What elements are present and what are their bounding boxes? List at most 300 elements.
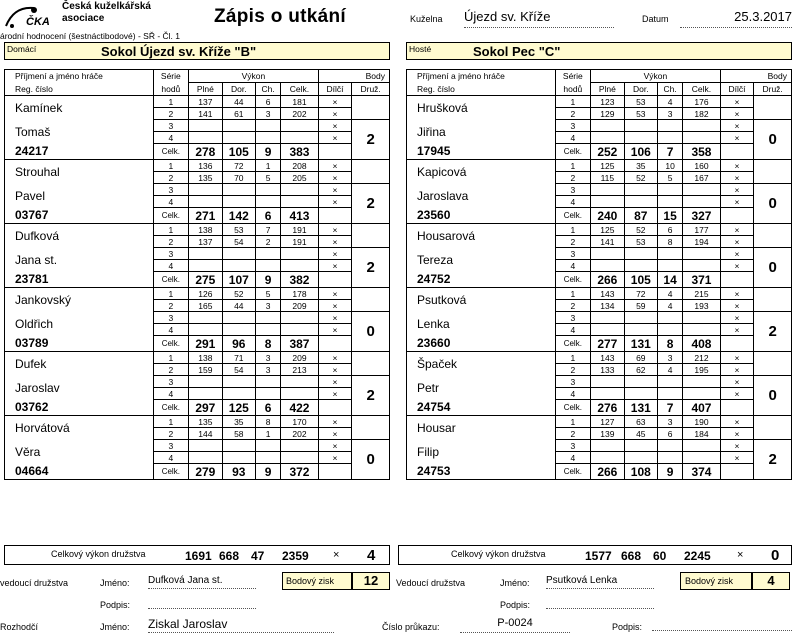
referee-name-label: Jméno:	[100, 622, 130, 632]
home-leader-label: vedoucí družstva	[0, 578, 69, 588]
series-cell: 2	[555, 300, 591, 312]
total-label: Celk.	[555, 272, 591, 288]
series-cell: 5	[256, 172, 281, 184]
series-cell	[256, 388, 281, 400]
total-cell: 382	[281, 272, 319, 288]
player-firstname: Věra	[5, 440, 154, 464]
series-cell: 195	[683, 364, 721, 376]
series-cell: 202	[281, 428, 319, 440]
total-label: Celk.	[153, 144, 189, 160]
series-cell: ×	[720, 300, 753, 312]
total-cell: 105	[222, 144, 255, 160]
total-label: Celk.	[555, 144, 591, 160]
col-body: Body	[318, 70, 389, 83]
col-dor: Dor.	[624, 83, 657, 96]
series-cell: 135	[189, 416, 222, 428]
player-firstname: Lenka	[407, 312, 556, 336]
player-firstname: Filip	[407, 440, 556, 464]
total-x-blank	[720, 464, 753, 480]
series-cell: 72	[624, 288, 657, 300]
series-cell: 2	[256, 236, 281, 248]
total-cell: 8	[658, 336, 683, 352]
series-cell: 63	[624, 416, 657, 428]
series-cell: 194	[683, 236, 721, 248]
series-cell: 72	[222, 160, 255, 172]
table-row	[5, 248, 390, 260]
series-cell: 1	[256, 428, 281, 440]
series-cell: 1	[555, 160, 591, 172]
away-leader-name: Psutková Lenka	[546, 575, 654, 589]
series-cell	[591, 132, 624, 144]
series-cell	[658, 132, 683, 144]
series-cell: 4	[153, 196, 189, 208]
series-cell: 35	[624, 160, 657, 172]
series-cell	[591, 440, 624, 452]
series-cell: 115	[591, 172, 624, 184]
total-cell: 6	[256, 208, 281, 224]
series-cell: 53	[624, 96, 657, 108]
total-row	[407, 144, 792, 160]
home-leader-name: Dufková Jana st.	[148, 575, 256, 589]
referee-sign-label: Podpis:	[612, 622, 643, 632]
series-cell: 190	[683, 416, 721, 428]
table-row	[5, 352, 390, 364]
series-cell: 62	[624, 364, 657, 376]
series-cell: 2	[555, 364, 591, 376]
series-cell	[189, 184, 222, 196]
series-cell	[624, 184, 657, 196]
series-cell: 3	[658, 108, 683, 120]
series-cell: 139	[591, 428, 624, 440]
series-cell: 129	[591, 108, 624, 120]
series-cell: 143	[591, 352, 624, 364]
total-cell: 107	[222, 272, 255, 288]
series-cell	[281, 196, 319, 208]
total-cell: 383	[281, 144, 319, 160]
total-cell: 291	[189, 336, 222, 352]
away-team-bar	[406, 42, 792, 60]
series-cell: 136	[189, 160, 222, 172]
team-pts: 2	[754, 440, 792, 480]
team-pts-gap	[754, 288, 792, 312]
series-cell: 2	[153, 300, 189, 312]
series-cell: 71	[222, 352, 255, 364]
away-team-total: Celkový výkon družstva 1577 668 60 2245 × 0	[398, 545, 792, 565]
series-cell: 191	[281, 224, 319, 236]
series-cell: 159	[189, 364, 222, 376]
total-x-blank	[318, 336, 351, 352]
total-cell: 142	[222, 208, 255, 224]
series-cell	[683, 376, 721, 388]
total-cell: 407	[683, 400, 721, 416]
series-cell: 1	[153, 160, 189, 172]
total-cell: 279	[189, 464, 222, 480]
player-reg: 24752	[407, 272, 556, 288]
series-cell	[222, 388, 255, 400]
table-row	[407, 416, 792, 428]
col-ch: Ch.	[256, 83, 281, 96]
series-cell	[281, 184, 319, 196]
series-cell: 69	[624, 352, 657, 364]
date-value: 25.3.2017	[680, 9, 792, 28]
home-leader-name-label: Jméno:	[100, 578, 130, 588]
series-cell: 2	[153, 428, 189, 440]
series-cell: ×	[318, 416, 351, 428]
series-cell: 7	[256, 224, 281, 236]
page-title: Zápis o utkání	[214, 6, 346, 27]
series-cell: ×	[720, 452, 753, 464]
total-label: Celk.	[153, 336, 189, 352]
series-cell: 4	[555, 388, 591, 400]
team-pts: 0	[754, 376, 792, 416]
total-x-blank	[720, 144, 753, 160]
series-cell: 2	[153, 108, 189, 120]
series-cell	[683, 260, 721, 272]
series-cell	[256, 312, 281, 324]
series-cell: ×	[318, 428, 351, 440]
col-dilci: Dílčí	[318, 83, 351, 96]
player-surname: Jankovský	[5, 288, 154, 312]
total-row	[407, 208, 792, 224]
total-cell: 7	[658, 400, 683, 416]
player-firstname: Tereza	[407, 248, 556, 272]
series-cell	[281, 452, 319, 464]
series-cell	[683, 388, 721, 400]
team-pts: 0	[352, 312, 390, 352]
series-cell	[624, 260, 657, 272]
series-cell: 54	[222, 236, 255, 248]
series-cell: 6	[256, 96, 281, 108]
table-row	[407, 248, 792, 260]
series-cell: ×	[318, 364, 351, 376]
series-cell: ×	[720, 352, 753, 364]
series-cell: ×	[720, 376, 753, 388]
series-cell: ×	[318, 388, 351, 400]
series-cell: 4	[153, 452, 189, 464]
series-cell: ×	[318, 96, 351, 108]
team-pts: 2	[352, 120, 390, 160]
venue-label: Kuželna	[410, 14, 443, 24]
total-label: Celk.	[555, 208, 591, 224]
total-cell: 277	[591, 336, 624, 352]
series-cell	[256, 120, 281, 132]
series-cell: 3	[256, 300, 281, 312]
total-cell: 297	[189, 400, 222, 416]
total-cell: 422	[281, 400, 319, 416]
home-bod-label-box: Bodový zisk	[282, 572, 352, 590]
series-cell: ×	[720, 388, 753, 400]
series-cell: 213	[281, 364, 319, 376]
team-pts: 2	[352, 376, 390, 416]
series-cell	[189, 376, 222, 388]
total-x-blank	[720, 272, 753, 288]
series-cell	[683, 120, 721, 132]
table-row	[5, 224, 390, 236]
table-row	[407, 184, 792, 196]
total-cell: 371	[683, 272, 721, 288]
series-cell: ×	[720, 236, 753, 248]
series-cell: ×	[318, 224, 351, 236]
series-cell	[222, 120, 255, 132]
series-cell: 1	[555, 352, 591, 364]
total-cell: 8	[256, 336, 281, 352]
player-surname: Hrušková	[407, 96, 556, 120]
series-cell: 5	[658, 172, 683, 184]
col-reg: Reg. číslo	[407, 83, 556, 96]
team-pts: 2	[352, 248, 390, 288]
series-cell	[624, 120, 657, 132]
series-cell: ×	[318, 288, 351, 300]
series-cell: ×	[318, 376, 351, 388]
series-cell: 208	[281, 160, 319, 172]
series-cell	[624, 248, 657, 260]
total-x-blank	[318, 144, 351, 160]
table-row	[5, 312, 390, 324]
total-label: Celk.	[153, 400, 189, 416]
team-pts-gap	[352, 352, 390, 376]
series-cell: 6	[658, 428, 683, 440]
series-cell	[189, 132, 222, 144]
total-row	[5, 272, 390, 288]
series-cell	[624, 452, 657, 464]
series-cell	[591, 324, 624, 336]
series-cell: 61	[222, 108, 255, 120]
total-cell: 125	[222, 400, 255, 416]
total-x-blank	[720, 208, 753, 224]
series-cell	[658, 324, 683, 336]
series-cell: ×	[318, 300, 351, 312]
series-cell	[281, 388, 319, 400]
series-cell: 10	[658, 160, 683, 172]
series-cell	[624, 196, 657, 208]
series-cell: ×	[720, 288, 753, 300]
series-cell	[189, 452, 222, 464]
series-cell: 177	[683, 224, 721, 236]
table-row	[407, 224, 792, 236]
series-cell: 215	[683, 288, 721, 300]
series-cell: 3	[256, 364, 281, 376]
series-cell: 176	[683, 96, 721, 108]
total-x-blank	[318, 464, 351, 480]
total-cell: 105	[624, 272, 657, 288]
team-pts-gap	[352, 96, 390, 120]
series-cell: 3	[658, 416, 683, 428]
table-row	[5, 96, 390, 108]
series-cell	[683, 324, 721, 336]
series-cell: 143	[591, 288, 624, 300]
player-firstname: Pavel	[5, 184, 154, 208]
col-body: Body	[720, 70, 791, 83]
table-row	[5, 160, 390, 172]
series-cell	[591, 120, 624, 132]
series-cell	[658, 248, 683, 260]
player-reg: 23781	[5, 272, 154, 288]
card-label: Číslo průkazu:	[382, 622, 440, 632]
player-firstname: Tomaš	[5, 120, 154, 144]
away-bod-value: 4	[752, 572, 790, 590]
series-cell: ×	[318, 352, 351, 364]
series-cell: 1	[153, 224, 189, 236]
series-cell	[624, 376, 657, 388]
team-pts-gap	[754, 416, 792, 440]
away-sign-line	[546, 598, 654, 609]
col-series-2: hodů	[153, 83, 189, 96]
series-cell: 202	[281, 108, 319, 120]
series-cell: 8	[658, 236, 683, 248]
series-cell	[281, 324, 319, 336]
series-cell: ×	[318, 452, 351, 464]
series-cell: 2	[555, 428, 591, 440]
player-surname: Špaček	[407, 352, 556, 376]
home-team-name: Sokol Újezd sv. Kříže "B"	[101, 44, 257, 59]
series-cell	[222, 260, 255, 272]
player-surname: Kamínek	[5, 96, 154, 120]
series-cell: 3	[555, 440, 591, 452]
player-reg: 04664	[5, 464, 154, 480]
col-player: Příjmení a jméno hráče	[5, 70, 154, 83]
col-druz: Druž.	[754, 83, 792, 96]
total-cell: 271	[189, 208, 222, 224]
series-cell	[658, 312, 683, 324]
series-cell: ×	[720, 184, 753, 196]
series-cell	[591, 312, 624, 324]
series-cell: 135	[189, 172, 222, 184]
col-plne: Plné	[591, 83, 624, 96]
series-cell	[189, 260, 222, 272]
series-cell: 1	[555, 224, 591, 236]
total-row	[407, 400, 792, 416]
total-row	[407, 336, 792, 352]
series-cell: ×	[318, 312, 351, 324]
away-sign-label: Podpis:	[500, 600, 531, 610]
series-cell: ×	[720, 440, 753, 452]
referee-name: Ziskal Jaroslav	[148, 617, 334, 633]
total-row	[5, 208, 390, 224]
series-cell: ×	[720, 132, 753, 144]
table-row	[407, 376, 792, 388]
series-cell	[189, 196, 222, 208]
series-cell: 3	[555, 120, 591, 132]
series-cell: 3	[153, 312, 189, 324]
org-name: Česká kuželkářská asociace	[62, 1, 151, 24]
col-dilci: Dílčí	[720, 83, 753, 96]
series-cell	[222, 312, 255, 324]
series-cell	[222, 196, 255, 208]
series-cell: 5	[256, 288, 281, 300]
total-row	[5, 336, 390, 352]
col-series-2: hodů	[555, 83, 591, 96]
total-cell: 87	[624, 208, 657, 224]
total-label: Celk.	[153, 272, 189, 288]
away-bod-label-box: Bodový zisk	[680, 572, 752, 590]
total-label: Celk.	[555, 464, 591, 480]
total-cell: 358	[683, 144, 721, 160]
series-cell: 4	[153, 388, 189, 400]
series-cell	[281, 260, 319, 272]
total-x-blank	[720, 336, 753, 352]
table-row	[407, 312, 792, 324]
series-cell: 4	[658, 96, 683, 108]
series-cell: 53	[624, 108, 657, 120]
series-cell: 4	[555, 260, 591, 272]
total-row	[5, 144, 390, 160]
table-row	[407, 352, 792, 364]
series-cell: ×	[720, 260, 753, 272]
series-cell: 4	[555, 452, 591, 464]
series-cell: 209	[281, 300, 319, 312]
series-cell: 184	[683, 428, 721, 440]
team-pts-gap	[352, 288, 390, 312]
total-cell: 131	[624, 400, 657, 416]
table-row	[5, 376, 390, 388]
player-firstname: Jiřina	[407, 120, 556, 144]
series-cell: 52	[624, 224, 657, 236]
series-cell: 191	[281, 236, 319, 248]
series-cell	[591, 388, 624, 400]
table-row	[407, 120, 792, 132]
series-cell	[189, 324, 222, 336]
series-cell: 4	[555, 132, 591, 144]
table-row	[5, 184, 390, 196]
total-cell: 408	[683, 336, 721, 352]
total-cell: 252	[591, 144, 624, 160]
total-x-blank	[318, 272, 351, 288]
col-vykon: Výkon	[189, 70, 319, 83]
series-cell	[683, 184, 721, 196]
series-cell: 137	[189, 96, 222, 108]
series-cell	[189, 312, 222, 324]
series-cell	[683, 132, 721, 144]
player-reg: 23660	[407, 336, 556, 352]
total-x-blank	[318, 400, 351, 416]
referee-sign-line	[652, 620, 792, 631]
series-cell: 3	[256, 352, 281, 364]
player-reg: 03767	[5, 208, 154, 224]
series-cell: ×	[318, 196, 351, 208]
total-row	[5, 400, 390, 416]
series-cell	[222, 184, 255, 196]
series-cell	[256, 248, 281, 260]
series-cell: 45	[624, 428, 657, 440]
series-cell: 1	[555, 416, 591, 428]
series-cell	[256, 260, 281, 272]
total-cell: 266	[591, 464, 624, 480]
series-cell	[683, 196, 721, 208]
player-reg: 24754	[407, 400, 556, 416]
series-cell: 44	[222, 300, 255, 312]
total-cell: 7	[658, 144, 683, 160]
series-cell	[591, 248, 624, 260]
total-cell: 266	[591, 272, 624, 288]
series-cell: ×	[318, 120, 351, 132]
series-cell	[591, 452, 624, 464]
series-cell: 53	[624, 236, 657, 248]
series-cell	[591, 260, 624, 272]
player-firstname: Petr	[407, 376, 556, 400]
series-cell: ×	[720, 160, 753, 172]
series-cell: 3	[153, 376, 189, 388]
series-cell: 2	[153, 236, 189, 248]
series-cell: ×	[318, 132, 351, 144]
series-cell	[256, 376, 281, 388]
series-cell: 4	[153, 132, 189, 144]
player-surname: Dufková	[5, 224, 154, 248]
col-series: Série	[153, 70, 189, 83]
table-row	[407, 160, 792, 172]
series-cell	[281, 312, 319, 324]
series-cell: ×	[720, 324, 753, 336]
series-cell: ×	[720, 108, 753, 120]
